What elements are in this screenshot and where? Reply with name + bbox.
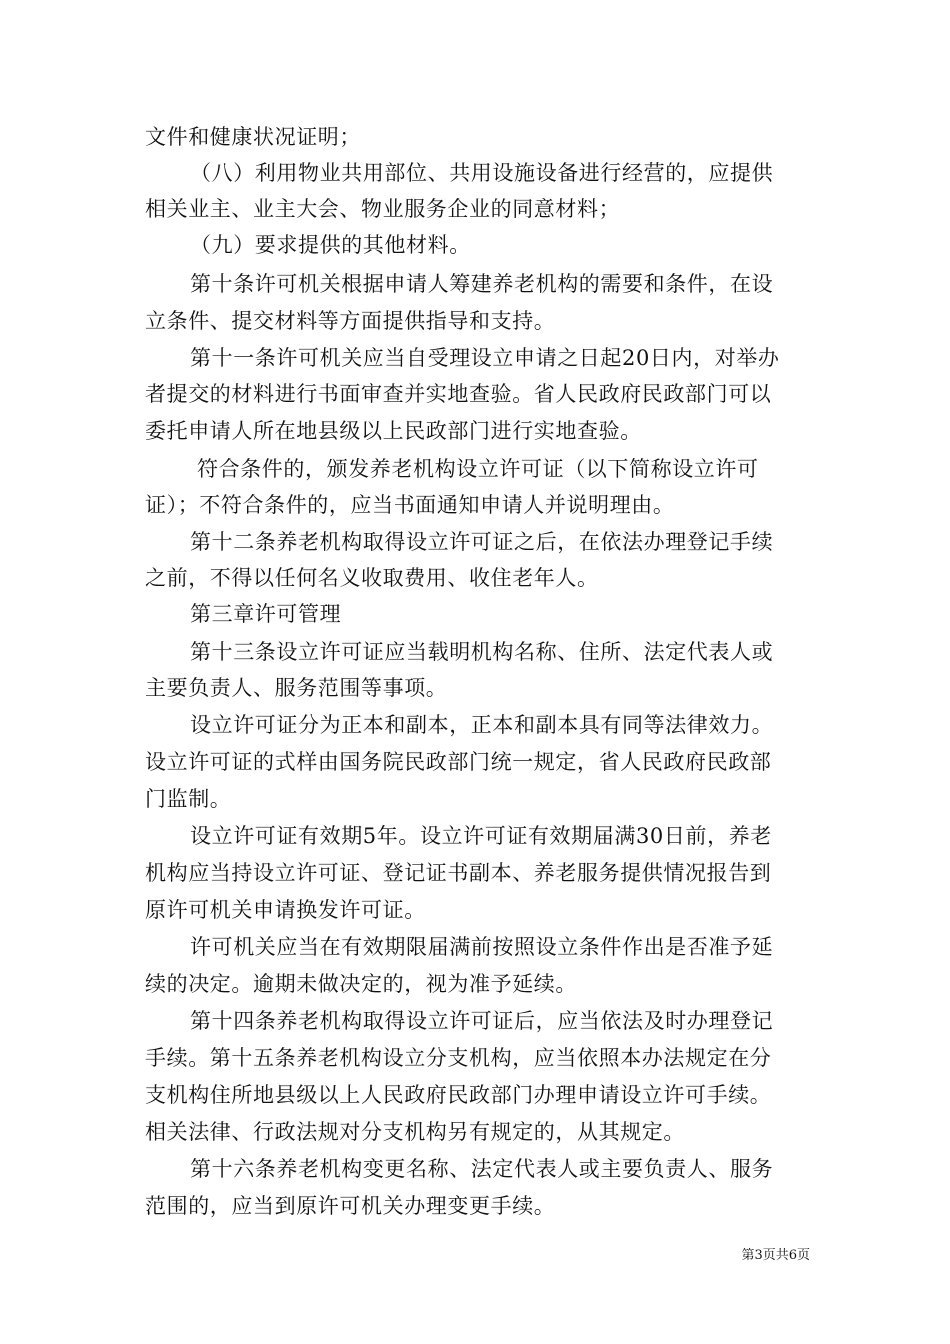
text-line: 门监制。 [145, 787, 232, 811]
text-line: 第十一条许可机关应当自受理设立申请之日起20日内，对举办 [190, 346, 780, 370]
text-line: 主要负责人、服务范围等事项。 [145, 676, 448, 700]
text-line: 续的决定。逾期未做决定的，视为准予延续。 [145, 972, 577, 996]
text-line: 相关业主、业主大会、物业服务企业的同意材料； [145, 197, 621, 221]
text-line: 者提交的材料进行书面审查并实地查验。省人民政府民政部门可以 [145, 382, 772, 406]
text-line: 文件和健康状况证明； [145, 125, 361, 149]
text-line: （八）利用物业共用部位、共用设施设备进行经营的，应提供 [190, 161, 774, 185]
text-line: 第十六条养老机构变更名称、法定代表人或主要负责人、服务 [190, 1157, 774, 1181]
text-line: 第十四条养老机构取得设立许可证后，应当依法及时办理登记 [190, 1009, 774, 1033]
text-line: 相关法律、行政法规对分支机构另有规定的，从其规定。 [145, 1120, 685, 1144]
text-line: 立条件、提交材料等方面提供指导和支持。 [145, 309, 556, 333]
text-line: （九）要求提供的其他材料。 [190, 233, 471, 257]
page-number: 第3页共6页 [741, 1248, 810, 1263]
text-line: 设立许可证有效期5年。设立许可证有效期届满30日前，养老 [190, 824, 772, 848]
text-line: 范围的，应当到原许可机关办理变更手续。 [145, 1194, 556, 1218]
text-line: 第十三条设立许可证应当载明机构名称、住所、法定代表人或 [190, 640, 774, 664]
text-line: 手续。第十五条养老机构设立分支机构，应当依照本办法规定在分 [145, 1046, 772, 1070]
text-line: 委托申请人所在地县级以上民政部门进行实地查验。 [145, 419, 642, 443]
text-line: 证）；不符合条件的，应当书面通知申请人并说明理由。 [145, 493, 675, 517]
text-line: 许可机关应当在有效期限届满前按照设立条件作出是否准予延 [190, 935, 774, 959]
text-line: 支机构住所地县级以上人民政府民政部门办理申请设立许可手续。 [145, 1083, 772, 1107]
text-line: 设立许可证的式样由国务院民政部门统一规定，省人民政府民政部 [145, 750, 772, 774]
text-line: 符合条件的，颁发养老机构设立许可证（以下简称设立许可 [197, 457, 759, 481]
text-line: 之前，不得以任何名义收取费用、收住老年人。 [145, 566, 599, 590]
text-line: 原许可机关申请换发许可证。 [145, 898, 426, 922]
text-line: 设立许可证分为正本和副本，正本和副本具有同等法律效力。 [190, 713, 774, 737]
text-line: 第十二条养老机构取得设立许可证之后，在依法办理登记手续 [190, 530, 774, 554]
text-line: 机构应当持设立许可证、登记证书副本、养老服务提供情况报告到 [145, 861, 772, 885]
section-heading: 第三章许可管理 [190, 602, 342, 626]
text-line: 第十条许可机关根据申请人筹建养老机构的需要和条件，在设 [190, 272, 774, 296]
